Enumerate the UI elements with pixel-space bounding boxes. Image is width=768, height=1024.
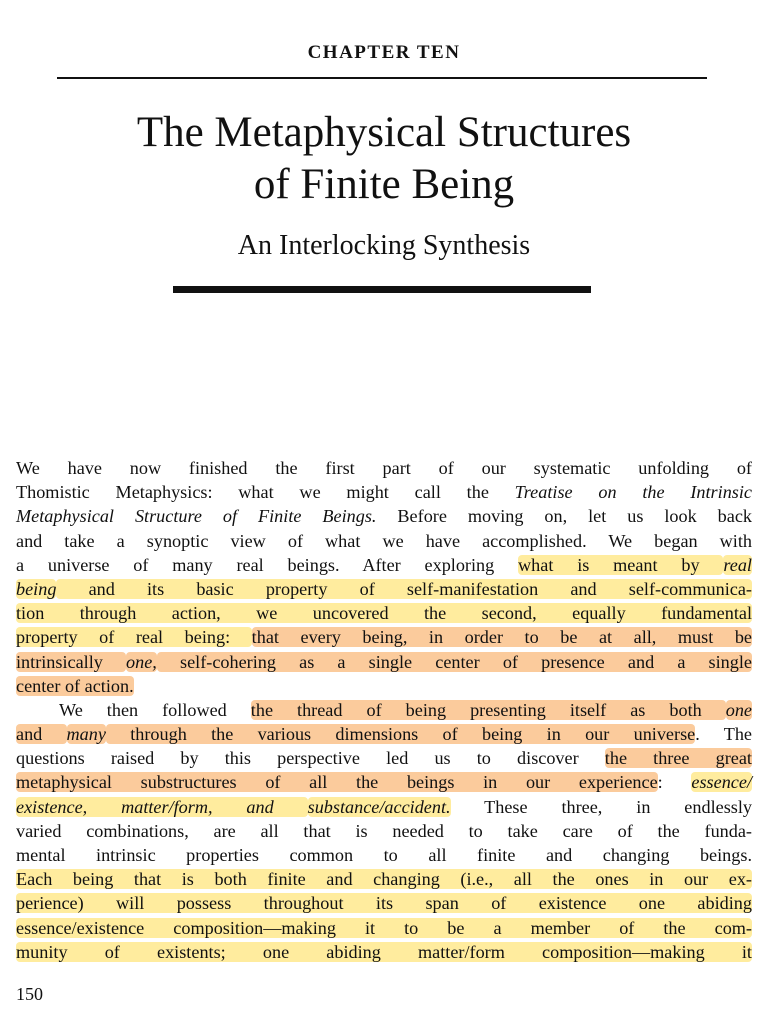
highlighted-text: intrinsically — [16, 651, 127, 672]
highlighted-text: real — [723, 554, 752, 575]
highlighted-text: many — [66, 724, 106, 745]
text-line — [16, 601, 752, 625]
text-line — [16, 529, 752, 553]
text-segment: mental intrinsic properties common to all finite and changing beings. — [16, 845, 752, 865]
text-line — [16, 650, 752, 674]
text-line — [16, 504, 752, 528]
chapter-subtitle: An Interlocking Synthesis — [237, 230, 531, 261]
highlighted-text: that every being, in order to be at all, must be — [251, 627, 752, 648]
text-segment: Metaphysical Structure of Finite Beings. — [16, 506, 377, 527]
highlighted-text: through the various dimensions of being in our universe — [105, 724, 696, 745]
highlighted-text: one — [725, 699, 752, 720]
text-line — [16, 746, 752, 770]
text-segment: Treatise on the Intrinsic — [514, 482, 752, 503]
text-line — [16, 553, 752, 577]
text-segment: These three, in endlessly — [450, 796, 752, 817]
title-line-2: of Finite Being — [253, 161, 515, 208]
text-segment: and take a synoptic view of what we have accomplished. We began with — [16, 530, 752, 551]
highlighted-text: perience) will possess throughout its span of existence one abiding — [16, 893, 752, 914]
text-segment: Thomistic Metaphysics: what we might call the — [16, 482, 515, 503]
text-line — [16, 770, 752, 794]
title-line-1: The Metaphysical Structures — [136, 109, 632, 156]
text-line — [16, 916, 752, 940]
body-text — [16, 456, 752, 964]
text-line — [16, 891, 752, 915]
page-number: 150 — [16, 984, 43, 1004]
highlighted-text: Each being that is both finite and changing (i.e., all the ones in our ex- — [16, 869, 752, 890]
text-line — [16, 722, 752, 746]
text-segment: a universe of many real beings. After exploring — [16, 554, 519, 575]
highlighted-text: substance/accident. — [307, 796, 451, 817]
text-segment: Before moving on, let us look back — [376, 506, 752, 527]
top-rule — [57, 77, 707, 79]
highlighted-text: munity of existents; one abiding matter/form composition—making it — [16, 941, 752, 962]
text-line — [16, 940, 752, 964]
highlighted-text: and its basic property of self-manifestation and self-communica- — [56, 578, 752, 599]
highlighted-text: tion through action, we uncovered the second, equally fundamental — [16, 603, 752, 624]
text-line — [16, 480, 752, 504]
highlighted-text: being — [16, 578, 57, 599]
title-rule — [173, 286, 591, 293]
text-segment: . The — [695, 724, 752, 745]
highlighted-text: existence, matter/form, and — [16, 796, 308, 817]
text-segment: varied combinations, are all that is needed to take care of the funda- — [16, 820, 752, 841]
text-line — [16, 819, 752, 843]
text-line — [16, 698, 752, 722]
text-line — [16, 867, 752, 891]
highlighted-text: the thread of being presenting itself as both — [250, 699, 726, 720]
highlighted-text: metaphysical substructures of all the beings in our experience — [16, 772, 658, 793]
highlighted-text: what is meant by — [518, 554, 724, 575]
highlighted-text: and — [16, 724, 67, 745]
highlighted-text: one, — [126, 651, 157, 672]
text-segment: : — [657, 772, 692, 793]
text-line — [16, 795, 752, 819]
highlighted-text: self-cohering as a single center of presence and a single — [156, 651, 752, 672]
text-line — [16, 577, 752, 601]
highlighted-text: property of real being: — [16, 627, 252, 648]
text-line — [16, 843, 752, 867]
highlighted-text: essence/existence composition—making it to be a member of the com- — [16, 917, 752, 938]
text-segment: questions raised by this perspective led us to discover — [16, 748, 605, 769]
text-line — [16, 625, 752, 649]
highlighted-text: the three great — [604, 748, 752, 769]
text-line — [16, 456, 752, 480]
highlighted-text: essence/ — [691, 772, 752, 793]
text-segment: We have now finished the first part of our systematic unfolding of — [16, 458, 752, 478]
text-line — [16, 674, 752, 698]
text-segment: We then followed — [59, 699, 251, 720]
chapter-label: CHAPTER TEN — [307, 42, 461, 63]
highlighted-text: center of action. — [16, 675, 134, 696]
chapter-title — [0, 107, 768, 211]
